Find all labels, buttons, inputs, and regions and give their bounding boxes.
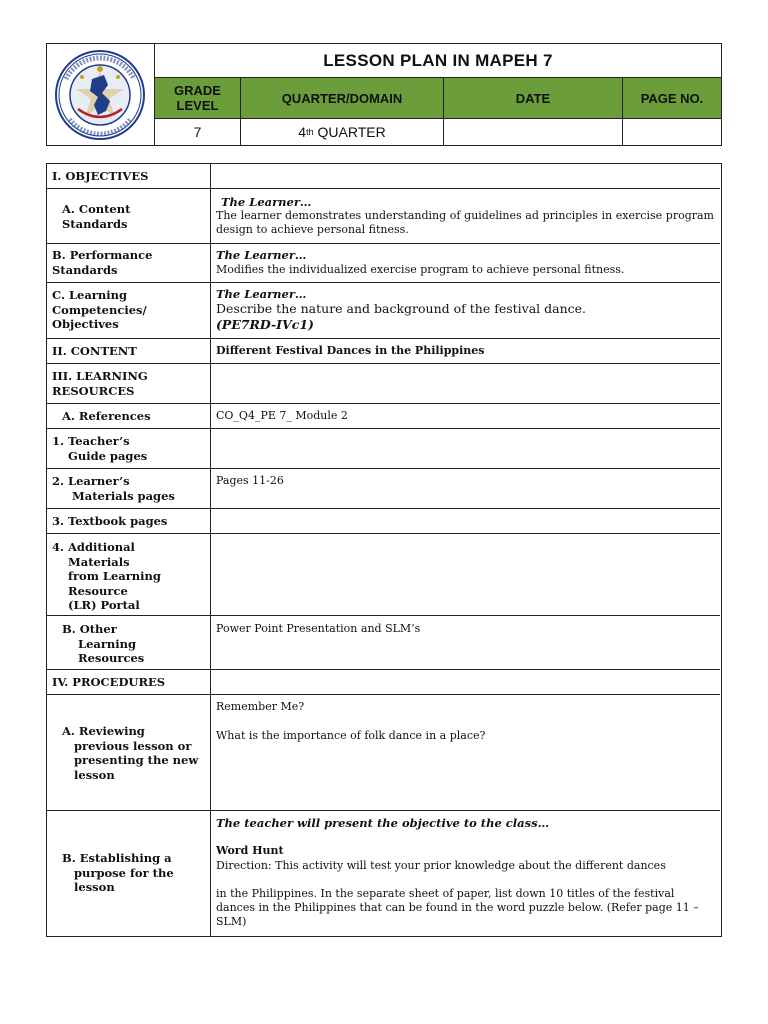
learning-competencies-text: Describe the nature and background of the festival dance.	[216, 301, 587, 316]
content-label-cell	[47, 339, 211, 363]
additional-materials-label: 4. Additional Materials from Learning Resource (LR) Portal	[52, 540, 161, 612]
content-standards-label: A. Content Standards	[62, 202, 131, 231]
learning-resources-label-cell	[47, 364, 211, 403]
learning-competencies-value-cell	[211, 283, 720, 338]
objectives-row	[47, 164, 720, 189]
reviewing-label-cell	[47, 695, 211, 810]
establishing-purpose-heading: The teacher will present the objective to the class…	[216, 816, 550, 830]
reviewing-line-1: Remember Me?	[216, 700, 305, 713]
textbook-pages-label-cell	[47, 509, 211, 533]
establishing-purpose-row	[47, 811, 720, 936]
reviewing-row	[47, 695, 720, 811]
reviewing-label: A. Reviewing previous lesson or presenting the new lesson	[62, 724, 199, 782]
performance-standards-value-cell	[211, 244, 720, 282]
learning-resources-value-cell	[211, 364, 720, 403]
objectives-label: I. OBJECTIVES	[52, 169, 149, 183]
learning-resources-label: III. LEARNING RESOURCES	[52, 369, 148, 398]
teachers-guide-label-cell	[47, 429, 211, 468]
quarter-number: 4	[298, 124, 307, 140]
content-standards-text: The learner demonstrates understanding of guidelines ad principles in exercise program design to achieve personal fitness.	[216, 209, 718, 236]
objectives-label-cell	[47, 164, 211, 188]
quarter-word: QUARTER	[313, 124, 386, 140]
other-resources-row	[47, 616, 720, 670]
quarter-suffix: th	[306, 127, 314, 137]
teachers-guide-value-cell	[211, 429, 720, 468]
teachers-guide-label: 1. Teacher’s Guide pages	[52, 434, 148, 463]
grade-level-header: GRADE LEVEL	[155, 78, 241, 118]
reviewing-value-cell	[211, 695, 720, 810]
header-column-row	[155, 77, 721, 119]
word-hunt-title: Word Hunt	[216, 844, 284, 857]
establishing-purpose-value-cell	[211, 811, 720, 936]
procedures-label-cell	[47, 670, 211, 694]
lesson-plan-table	[46, 163, 722, 937]
teachers-guide-row	[47, 429, 720, 469]
textbook-pages-label: 3. Textbook pages	[52, 514, 168, 528]
content-text: Different Festival Dances in the Philippines	[216, 344, 485, 357]
content-row	[47, 339, 720, 364]
page-no-value	[623, 119, 721, 145]
performance-standards-text: Modifies the individualized exercise program to achieve personal fitness.	[216, 263, 625, 276]
additional-materials-value-cell	[211, 534, 720, 615]
textbook-pages-value-cell	[211, 509, 720, 533]
performance-standards-row	[47, 244, 720, 283]
performance-standards-label: B. Performance Standards	[52, 248, 153, 277]
date-header: DATE	[444, 78, 623, 118]
header-values-row	[155, 119, 721, 145]
performance-standards-heading: The Learner…	[216, 248, 307, 262]
learning-resources-row	[47, 364, 720, 404]
word-hunt-instructions: in the Philippines. In the separate sheet of paper, list down 10 titles of the festival dances in the Philippines that can be found in the word puzzle below. (Refer page 11 – SLM)	[216, 887, 703, 928]
learning-competencies-row	[47, 283, 720, 339]
date-value	[444, 119, 623, 145]
learning-competencies-heading: The Learner…	[216, 287, 307, 301]
references-text: CO_Q4_PE 7_ Module 2	[216, 409, 348, 422]
textbook-pages-row	[47, 509, 720, 534]
references-row	[47, 404, 720, 429]
references-label-cell	[47, 404, 211, 428]
content-standards-value-cell	[211, 189, 720, 243]
procedures-row	[47, 670, 720, 695]
learners-materials-label: 2. Learner’s Materials pages	[52, 474, 175, 503]
learning-competencies-code: (PE7RD-IVc1)	[216, 317, 314, 332]
learners-materials-text: Pages 11-26	[216, 474, 284, 487]
references-label: A. References	[62, 409, 151, 423]
additional-materials-row	[47, 534, 720, 616]
establishing-purpose-label-cell	[47, 811, 211, 936]
quarter-domain-header: QUARTER/DOMAIN	[241, 78, 444, 118]
content-label: II. CONTENT	[52, 344, 137, 358]
learning-competencies-label: C. Learning Competencies/ Objectives	[52, 288, 147, 331]
lesson-plan-title: LESSON PLAN IN MAPEH 7	[323, 50, 553, 70]
other-resources-label: B. Other Learning Resources	[62, 622, 145, 665]
reviewing-line-2: What is the importance of folk dance in a place?	[216, 729, 486, 742]
additional-materials-label-cell	[47, 534, 211, 615]
content-standards-label-cell	[47, 189, 211, 243]
performance-standards-label-cell	[47, 244, 211, 282]
references-value-cell	[211, 404, 720, 428]
deped-seal-logo	[52, 49, 148, 141]
learners-materials-value-cell	[211, 469, 720, 508]
other-resources-label-cell	[47, 616, 211, 669]
grade-value: 7	[155, 119, 241, 145]
quarter-value	[241, 119, 444, 145]
word-hunt-direction: Direction: This activity will test your prior knowledge about the different dances	[216, 859, 666, 872]
objectives-value-cell	[211, 164, 720, 188]
content-value-cell	[211, 339, 720, 363]
learners-materials-label-cell	[47, 469, 211, 508]
procedures-value-cell	[211, 670, 720, 694]
content-standards-heading: The Learner…	[221, 195, 312, 209]
learning-competencies-label-cell	[47, 283, 211, 338]
learners-materials-row	[47, 469, 720, 509]
other-resources-text: Power Point Presentation and SLM’s	[216, 622, 421, 635]
other-resources-value-cell	[211, 616, 720, 669]
deped-seal-cell	[47, 44, 155, 145]
content-standards-row	[47, 189, 720, 244]
establishing-purpose-label: B. Establishing a purpose for the lesson	[62, 851, 174, 894]
procedures-label: IV. PROCEDURES	[52, 675, 166, 689]
lesson-plan-header	[46, 43, 722, 146]
page-no-header: PAGE NO.	[640, 90, 704, 106]
